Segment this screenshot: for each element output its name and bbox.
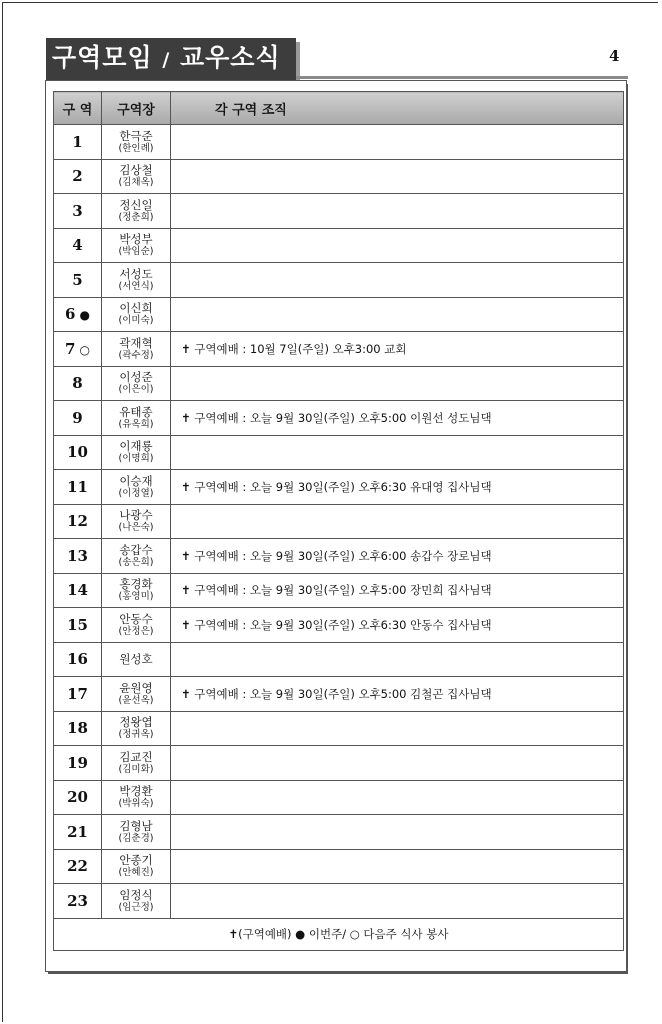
table-row xyxy=(54,125,624,160)
leader-spouse: (김춘경) xyxy=(118,832,154,844)
meal-service-next-week-icon: ○ xyxy=(79,342,90,357)
leader-name: 김교진 xyxy=(119,749,153,764)
district-number-cell xyxy=(54,228,102,263)
district-number-cell xyxy=(54,159,102,194)
district-number: 3 xyxy=(72,201,83,220)
district-number-cell xyxy=(54,608,102,643)
organization-note: ✝ 구역예배 : 오늘 9월 30일(주일) 오후6:30 유대영 집사님댁 xyxy=(171,470,624,505)
leader-name: 서성도 xyxy=(119,266,153,281)
leader-cell xyxy=(102,849,171,884)
district-number: 13 xyxy=(67,546,88,565)
table-row xyxy=(54,746,624,781)
organization-note xyxy=(171,884,624,919)
leader-spouse: (윤선옥) xyxy=(118,694,154,706)
title-sub: 교우소식 xyxy=(180,43,281,72)
district-number-cell xyxy=(54,815,102,850)
leader-spouse: (정춘희) xyxy=(118,211,154,223)
district-number-cell xyxy=(54,194,102,229)
header-rule xyxy=(296,76,628,79)
leader-spouse: (이정열) xyxy=(118,487,154,499)
table-row xyxy=(54,297,624,332)
leader-name: 안종기 xyxy=(119,853,153,868)
leader-spouse: (송은희) xyxy=(118,556,154,568)
organization-note xyxy=(171,194,624,229)
leader-cell xyxy=(102,159,171,194)
leader-cell xyxy=(102,573,171,608)
leader-cell xyxy=(102,711,171,746)
legend-row xyxy=(54,918,624,950)
organization-note xyxy=(171,815,624,850)
leader-spouse: (나은숙) xyxy=(118,522,154,534)
leader-name: 이승재 xyxy=(119,473,153,488)
table-header-row xyxy=(54,92,624,125)
leader-name: 정신일 xyxy=(119,197,153,212)
leader-cell xyxy=(102,677,171,712)
district-number-cell xyxy=(54,746,102,781)
organization-note xyxy=(171,746,624,781)
leader-spouse: (박임순) xyxy=(118,246,154,258)
organization-note xyxy=(171,849,624,884)
leader-name: 정왕엽 xyxy=(119,715,153,730)
district-number: 19 xyxy=(67,753,88,772)
leader-spouse: (김미화) xyxy=(118,763,154,775)
leader-name: 김상철 xyxy=(119,163,153,178)
organization-note xyxy=(171,159,624,194)
district-number: 18 xyxy=(67,719,88,738)
table-row xyxy=(54,504,624,539)
district-number: 12 xyxy=(67,512,88,531)
title-separator: / xyxy=(162,49,171,71)
leader-spouse: (홍영미) xyxy=(118,591,154,603)
table-row xyxy=(54,366,624,401)
leader-spouse: (정귀옥) xyxy=(118,729,154,741)
table-row xyxy=(54,332,624,367)
district-number: 2 xyxy=(72,167,83,186)
district-number: 17 xyxy=(67,684,88,703)
leader-name: 나광수 xyxy=(119,508,153,523)
leader-spouse: (안정은) xyxy=(118,625,154,637)
organization-note xyxy=(171,228,624,263)
leader-cell xyxy=(102,435,171,470)
leader-cell xyxy=(102,366,171,401)
organization-note: ✝ 구역예배 : 10월 7일(주일) 오후3:00 교회 xyxy=(171,332,624,367)
leader-name: 이성준 xyxy=(119,370,153,385)
organization-note xyxy=(171,504,624,539)
district-number: 20 xyxy=(67,788,88,807)
district-number: 4 xyxy=(72,236,83,255)
leader-spouse: (박위숙) xyxy=(118,798,154,810)
leader-spouse: (서연식) xyxy=(118,280,154,292)
leader-name: 송갑수 xyxy=(119,542,153,557)
district-number-cell xyxy=(54,297,102,332)
column-header-leader: 구역장 xyxy=(102,92,171,125)
table-row xyxy=(54,608,624,643)
district-number: 7 xyxy=(65,339,76,358)
leader-cell xyxy=(102,332,171,367)
leader-name: 임정식 xyxy=(119,887,153,902)
organization-note xyxy=(171,780,624,815)
leader-cell xyxy=(102,228,171,263)
title-main: 구역모임 xyxy=(52,43,153,72)
leader-spouse: (이미숙) xyxy=(118,315,154,327)
leader-cell xyxy=(102,263,171,298)
table-row xyxy=(54,780,624,815)
table-row xyxy=(54,539,624,574)
district-number: 10 xyxy=(67,443,88,462)
district-number: 22 xyxy=(67,857,88,876)
leader-name: 이재룡 xyxy=(119,439,153,454)
leader-name: 안동수 xyxy=(119,611,153,626)
leader-cell xyxy=(102,884,171,919)
district-number: 9 xyxy=(72,408,83,427)
organization-note xyxy=(171,125,624,160)
leader-spouse: (한인례) xyxy=(118,142,154,154)
table-row xyxy=(54,401,624,436)
leader-cell xyxy=(102,608,171,643)
table-row xyxy=(54,642,624,677)
leader-cell xyxy=(102,539,171,574)
district-number: 14 xyxy=(67,581,88,600)
meal-service-this-week-icon: ● xyxy=(79,308,90,323)
leader-cell xyxy=(102,194,171,229)
leader-spouse: (안혜진) xyxy=(118,867,154,879)
table-row xyxy=(54,815,624,850)
district-number: 5 xyxy=(72,270,83,289)
district-number-cell xyxy=(54,642,102,677)
district-number: 15 xyxy=(67,615,88,634)
district-number: 6 xyxy=(65,305,76,324)
district-number: 21 xyxy=(67,822,88,841)
organization-note xyxy=(171,711,624,746)
table-row xyxy=(54,194,624,229)
leader-cell xyxy=(102,746,171,781)
district-number: 11 xyxy=(67,477,88,496)
district-number-cell xyxy=(54,470,102,505)
table-row xyxy=(54,228,624,263)
leader-name: 박성부 xyxy=(119,232,153,247)
table-row xyxy=(54,711,624,746)
leader-cell xyxy=(102,125,171,160)
leader-spouse: (이은이) xyxy=(118,384,154,396)
district-table xyxy=(53,91,624,951)
organization-note xyxy=(171,297,624,332)
column-header-organization: 각 구역 조직 xyxy=(171,92,624,125)
organization-note: ✝ 구역예배 : 오늘 9월 30일(주일) 오후5:00 장민희 집사님댁 xyxy=(171,573,624,608)
district-number-cell xyxy=(54,677,102,712)
leader-cell xyxy=(102,642,171,677)
leader-spouse: (임근정) xyxy=(118,901,154,913)
district-number-cell xyxy=(54,366,102,401)
leader-spouse: (김채옥) xyxy=(118,177,154,189)
table-row xyxy=(54,677,624,712)
leader-cell xyxy=(102,504,171,539)
leader-spouse: (유옥희) xyxy=(118,418,154,430)
organization-note xyxy=(171,366,624,401)
district-number: 23 xyxy=(67,891,88,910)
district-number-cell xyxy=(54,780,102,815)
leader-name: 윤원영 xyxy=(119,680,153,695)
district-number: 8 xyxy=(72,374,83,393)
district-number-cell xyxy=(54,884,102,919)
district-number-cell xyxy=(54,125,102,160)
district-number-cell xyxy=(54,263,102,298)
district-number-cell xyxy=(54,504,102,539)
district-number: 16 xyxy=(67,650,88,669)
district-number-cell xyxy=(54,573,102,608)
leader-name: 한극준 xyxy=(119,128,153,143)
leader-name: 곽재혁 xyxy=(119,335,153,350)
district-number-cell xyxy=(54,401,102,436)
organization-note xyxy=(171,435,624,470)
leader-cell xyxy=(102,297,171,332)
organization-note: ✝ 구역예배 : 오늘 9월 30일(주일) 오후6:00 송갑수 장로님댁 xyxy=(171,539,624,574)
column-header-district: 구 역 xyxy=(54,92,102,125)
district-number: 1 xyxy=(72,132,83,151)
organization-note xyxy=(171,263,624,298)
district-number-cell xyxy=(54,332,102,367)
table-row xyxy=(54,159,624,194)
district-number-cell xyxy=(54,711,102,746)
organization-note: ✝ 구역예배 : 오늘 9월 30일(주일) 오후5:00 김철곤 집사님댁 xyxy=(171,677,624,712)
leader-cell xyxy=(102,401,171,436)
table-row xyxy=(54,849,624,884)
leader-spouse: (이명희) xyxy=(118,453,154,465)
leader-cell xyxy=(102,780,171,815)
leader-name: 유태종 xyxy=(119,404,153,419)
table-row xyxy=(54,470,624,505)
organization-note xyxy=(171,642,624,677)
leader-name: 원성호 xyxy=(119,652,153,667)
district-number-cell xyxy=(54,849,102,884)
leader-name: 홍경화 xyxy=(119,577,153,592)
leader-spouse: (곽수정) xyxy=(118,349,154,361)
district-number-cell xyxy=(54,435,102,470)
page-number: 4 xyxy=(609,47,620,65)
leader-name: 김형남 xyxy=(119,818,153,833)
district-number-cell xyxy=(54,539,102,574)
table-row xyxy=(54,884,624,919)
leader-name: 이신희 xyxy=(119,301,153,316)
table-row xyxy=(54,573,624,608)
organization-note: ✝ 구역예배 : 오늘 9월 30일(주일) 오후6:30 안동수 집사님댁 xyxy=(171,608,624,643)
organization-note: ✝ 구역예배 : 오늘 9월 30일(주일) 오후5:00 이원선 성도님댁 xyxy=(171,401,624,436)
table-row xyxy=(54,263,624,298)
table-row xyxy=(54,435,624,470)
page-title xyxy=(46,38,296,80)
leader-cell xyxy=(102,815,171,850)
leader-name: 박경환 xyxy=(119,784,153,799)
legend: ✝(구역예배) ● 이번주/ ○ 다음주 식사 봉사 xyxy=(54,918,624,950)
leader-cell xyxy=(102,470,171,505)
